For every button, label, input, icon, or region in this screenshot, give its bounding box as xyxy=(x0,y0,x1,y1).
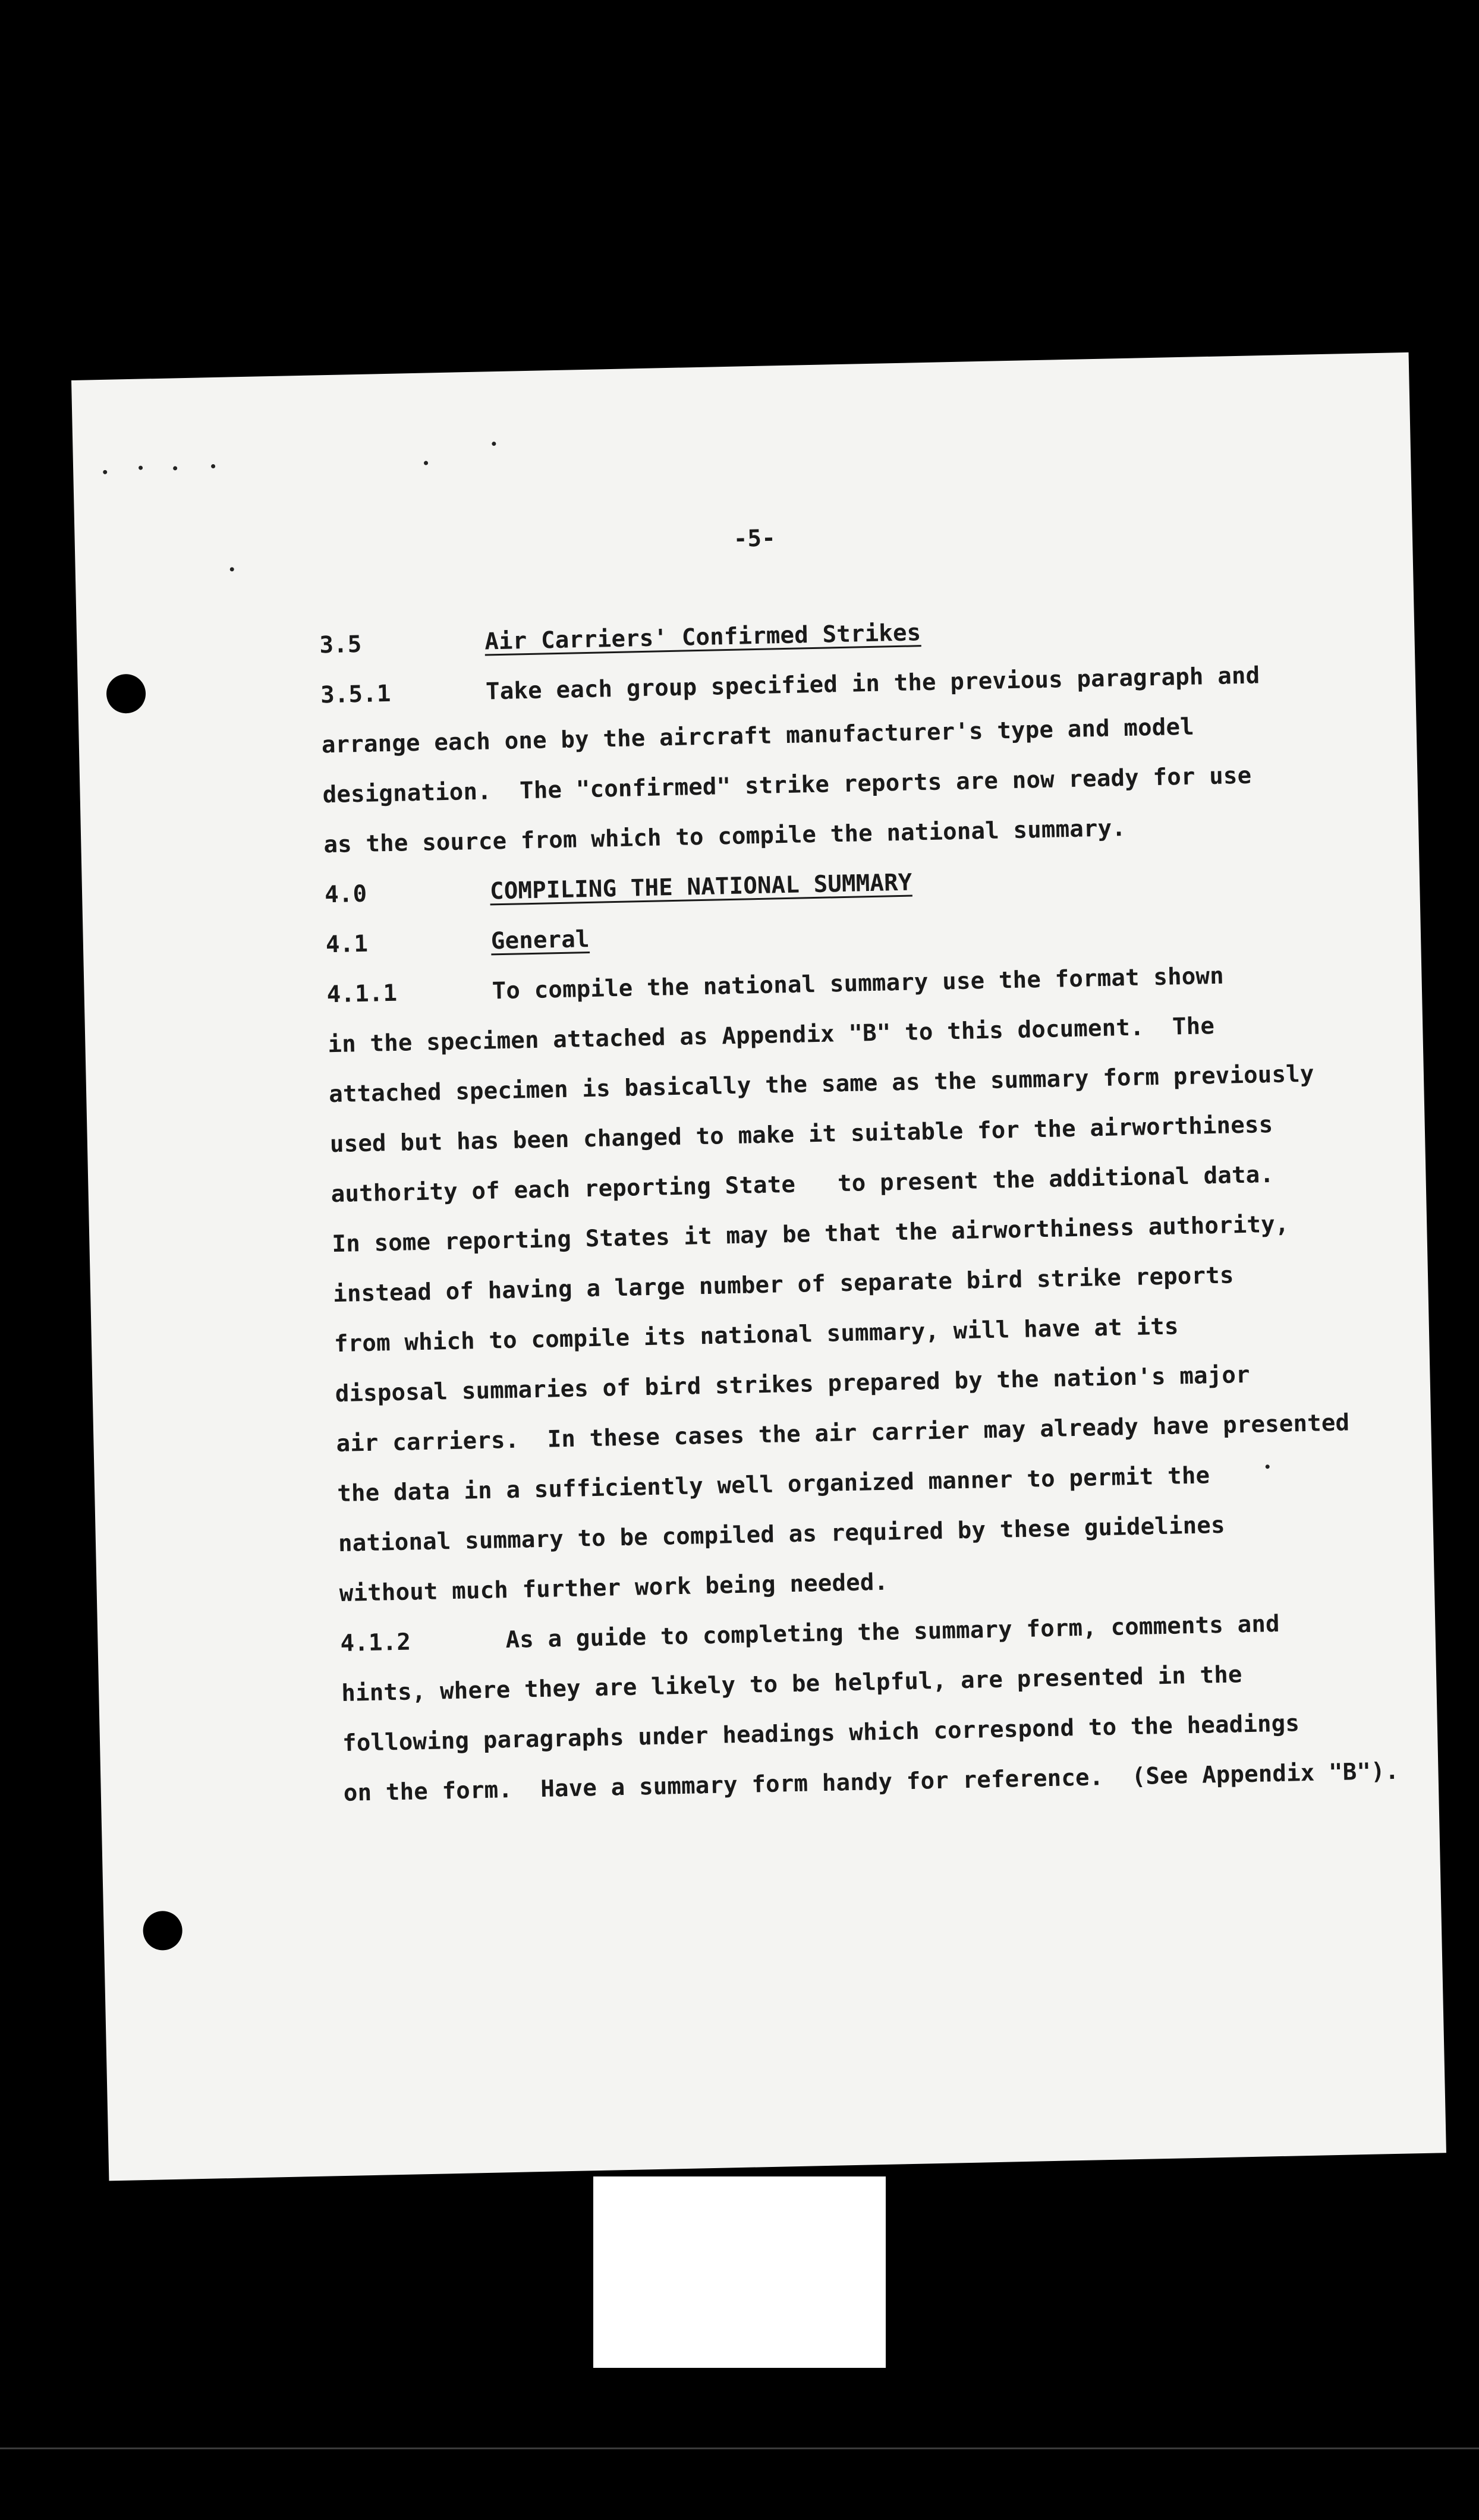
paper-speck xyxy=(492,442,496,446)
paper-speck xyxy=(103,470,107,474)
punch-hole xyxy=(106,674,146,714)
section-heading: Air Carriers' Confirmed Strikes xyxy=(484,619,921,656)
paragraph-line: in the specimen attached as Appendix "B" to this document. The xyxy=(328,1012,1215,1059)
paragraph-line: used but has been changed to make it suitable for the airworthiness xyxy=(329,1111,1273,1158)
paragraph-line: as the source from which to compile the national summary. xyxy=(323,815,1126,859)
paper-speck xyxy=(1266,1464,1270,1469)
document-sheet xyxy=(71,352,1446,2181)
paragraph-line: from which to compile its national summary, will have at its xyxy=(333,1313,1179,1358)
paragraph-line: Take each group specified in the previous paragraph and xyxy=(485,662,1260,705)
section-number: 3.5.1 xyxy=(320,680,392,709)
section-number: 4.1 xyxy=(325,930,369,959)
paragraph-line: designation. The "confirmed" strike reports are now ready for use xyxy=(322,762,1252,809)
paragraph-line: on the form. Have a summary form handy for reference. (See Appendix "B"). xyxy=(343,1757,1399,1807)
paragraph-line: national summary to be compiled as required by these guidelines xyxy=(338,1511,1226,1558)
section-number: 4.1.1 xyxy=(326,979,398,1009)
paragraph-line: following paragraphs under headings which correspond to the headings xyxy=(342,1710,1300,1757)
section-number: 4.1.2 xyxy=(340,1628,411,1657)
page-number: -5- xyxy=(733,525,776,553)
paragraph-line: attached specimen is basically the same as the summary form previously xyxy=(328,1060,1314,1108)
paragraph-line: authority of each reporting State to present the additional data. xyxy=(331,1161,1275,1208)
paper-speck xyxy=(173,466,177,470)
paragraph-line: disposal summaries of bird strikes prepared by the nation's major xyxy=(335,1361,1251,1408)
section-number: 4.0 xyxy=(324,880,367,909)
paper-speck xyxy=(139,466,143,470)
paper-speck xyxy=(211,464,215,468)
paragraph-line: the data in a sufficiently well organized manner to permit the xyxy=(336,1462,1210,1508)
section-number: 3.5 xyxy=(319,631,362,659)
section-heading: General xyxy=(490,925,590,955)
paragraph-line: As a guide to completing the summary form, comments and xyxy=(505,1610,1280,1654)
section-heading: COMPILING THE NATIONAL SUMMARY xyxy=(489,869,912,905)
punch-hole xyxy=(143,1911,182,1951)
paragraph-line: air carriers. In these cases the air carrier may already have presented xyxy=(336,1409,1350,1458)
white-card-tab xyxy=(593,2176,886,2368)
paragraph-line: hints, where they are likely to be helpful, are presented in the xyxy=(341,1661,1243,1707)
paragraph-line: In some reporting States it may be that the airworthiness authority, xyxy=(332,1211,1289,1258)
paragraph-line: without much further work being needed. xyxy=(339,1568,889,1608)
paragraph-line: arrange each one by the aircraft manufacturer's type and model xyxy=(321,713,1195,759)
paragraph-line: instead of having a large number of separate bird strike reports xyxy=(332,1262,1234,1308)
paper-speck xyxy=(230,567,234,571)
scanner-edge-line xyxy=(0,2447,1479,2449)
paragraph-line: To compile the national summary use the format shown xyxy=(492,962,1225,1005)
paper-speck xyxy=(424,461,428,465)
